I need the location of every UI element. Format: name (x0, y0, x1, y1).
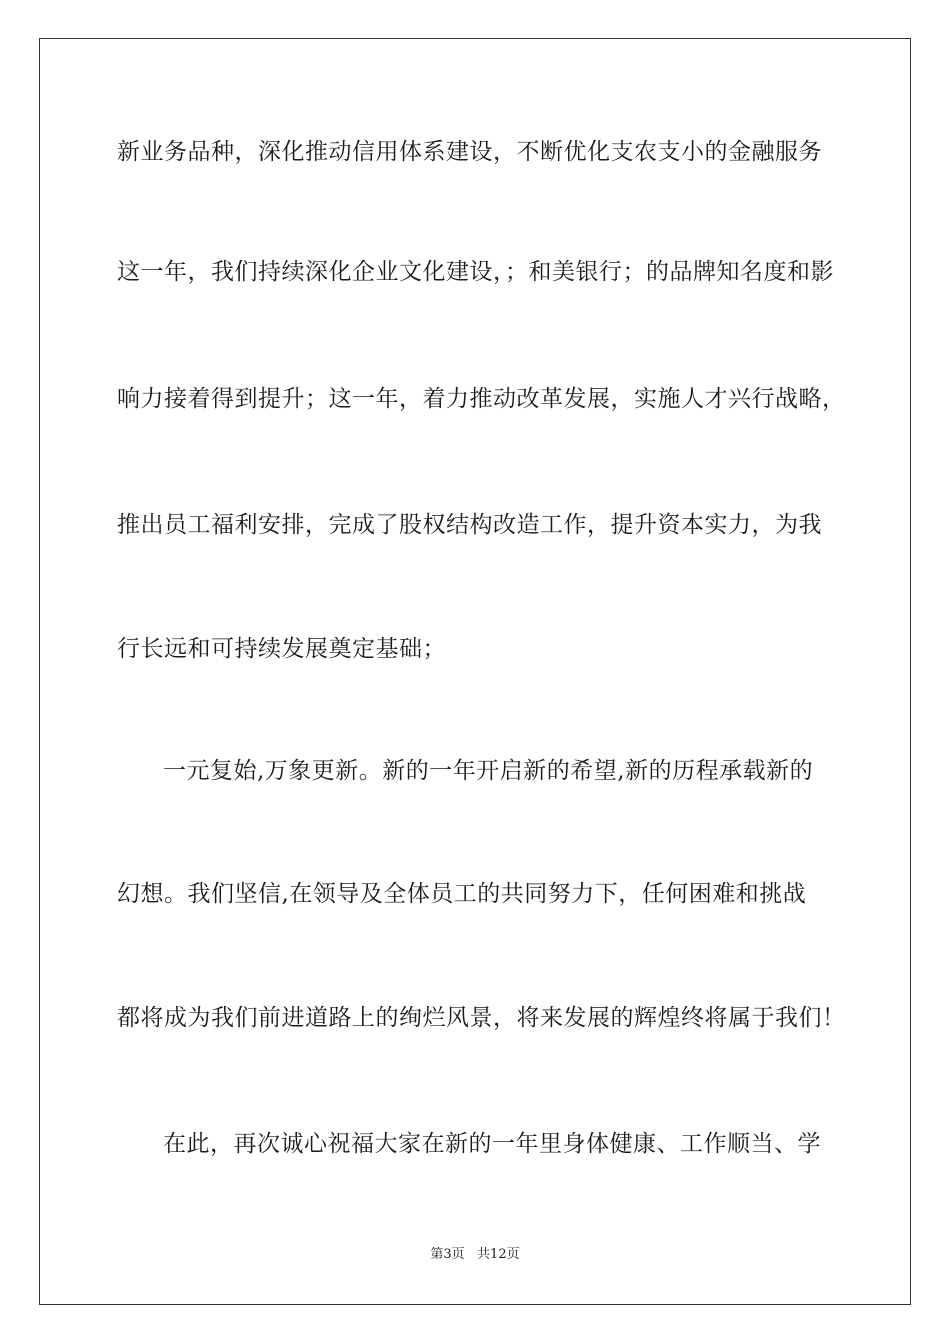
paragraph-2-line-1: 一元复始,万象更新。新的一年开启新的希望,新的历程承载新的 (163, 758, 814, 784)
text-line-1: 新业务品种，深化推动信用体系建设，不断优化支农支小的金融服务 (117, 139, 822, 165)
text-line-2: 这一年，我们持续深化企业文化建设，；和美银行；的品牌知名度和影 (117, 259, 834, 285)
page-number-footer: 第3页 共12页 (430, 1247, 520, 1262)
page-border (39, 38, 911, 1305)
paragraph-2-line-3: 都将成为我们前进道路上的绚烂风景，将来发展的辉煌终将属于我们！ (117, 1005, 846, 1031)
text-line-3: 响力接着得到提升；这一年，着力推动改革发展，实施人才兴行战略， (117, 386, 846, 412)
text-line-4: 推出员工福利安排，完成了股权结构改造工作，提升资本实力，为我 (117, 512, 822, 538)
paragraph-2-line-2: 幻想。我们坚信,在领导及全体员工的共同努力下，任何困难和挑战 (117, 881, 807, 907)
paragraph-3-line-1: 在此，再次诚心祝福大家在新的一年里身体健康、工作顺当、学 (163, 1131, 821, 1157)
text-line-5: 行长远和可持续发展奠定基础； (117, 636, 446, 662)
